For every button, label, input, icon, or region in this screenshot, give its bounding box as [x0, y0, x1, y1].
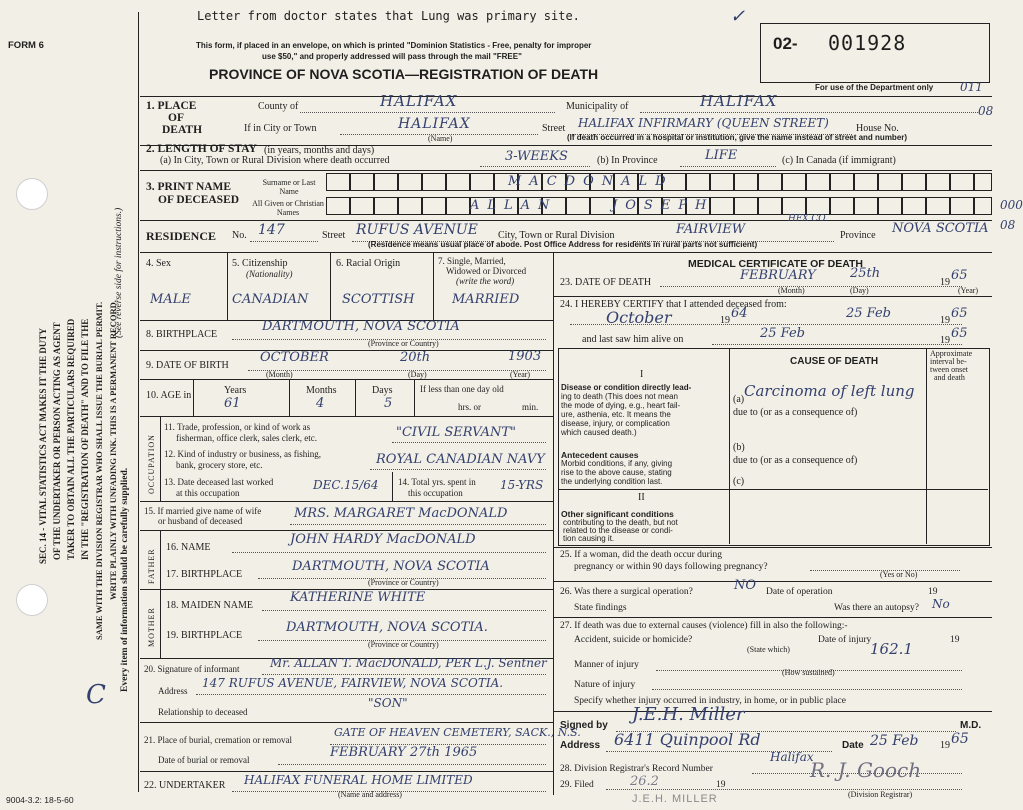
sidebar-note: (See reverse side for instructions.): [114, 207, 124, 338]
age-label: 10. AGE in: [146, 390, 192, 401]
hospital-note: (If death occurred in a hospital or institution, give the name instead of street and number): [567, 133, 908, 142]
county-value: HALIFAX: [380, 92, 458, 110]
informant-relation: "SON": [368, 696, 408, 710]
death-day-caption: (Day): [850, 286, 869, 295]
surname-label: Surname or Last Name: [262, 178, 316, 196]
citizenship-label: 5. Citizenship: [232, 258, 288, 269]
undertaker-caption: (Name and address): [338, 790, 402, 799]
age-hrs: hrs. or: [458, 402, 481, 412]
q26-value: NO: [734, 578, 757, 593]
death-year-prefix: 19: [940, 277, 950, 288]
last-saw-year: 65: [951, 326, 968, 341]
signed-year: 65: [951, 731, 969, 747]
age-days-label: Days: [372, 385, 393, 396]
city-label: If in City or Town: [244, 123, 317, 134]
origin-value: SCOTTISH: [342, 292, 415, 307]
q13-value: DEC.15/64: [313, 478, 379, 492]
physician-address: 6411 Quinpool Rd: [614, 730, 761, 749]
age-less-day: If less than one day old: [420, 384, 504, 394]
q14-line-1: 14. Total yrs. spent in: [398, 477, 476, 487]
father-name-label: 16. NAME: [166, 542, 211, 553]
envelope-notice-1: This form, if placed in an envelope, on which is printed "Dominion Statistics - Free, penalty for improper: [196, 41, 592, 50]
street-label: Street: [542, 123, 566, 134]
q14-value: 15-YRS: [500, 478, 544, 492]
q11-line-2: fisherman, office clerk, sales clerk, etc.: [176, 433, 318, 443]
mother-birthplace-caption: (Province or Country): [368, 640, 439, 649]
surname-value: MACDONALD: [508, 174, 674, 189]
stay-sub: (in years, months and days): [264, 145, 375, 156]
burial-date-label: Date of burial or removal: [158, 755, 250, 765]
signed-year-prefix: 19: [940, 740, 950, 751]
deceased-label-2: OF DECEASED: [158, 194, 240, 206]
burial-place: GATE OF HEAVEN CEMETERY, SACK., N.S.: [334, 726, 581, 739]
physician-address-label: Address: [560, 740, 601, 751]
undertaker-label: 22. UNDERTAKER: [144, 780, 226, 791]
residence-division-note: HFX CO.: [788, 214, 828, 224]
attend-from-year: 64: [731, 306, 748, 321]
antecedent-1: Antecedent causes: [561, 450, 639, 460]
residence-province: NOVA SCOTIA: [892, 221, 989, 236]
sidebar-line-5: SAME WITH THE DIVISION REGISTRAR WHO SHALL ISSUE THE BURIAL PERMIT.: [94, 301, 104, 640]
q12-line-1: 12. Kind of industry or business, as fishing,: [164, 449, 321, 459]
q11-value: "CIVIL SERVANT": [396, 425, 516, 440]
dob-month: OCTOBER: [260, 350, 329, 365]
how-caption: (How sustained): [782, 668, 835, 677]
occupation-side-label: OCCUPATION: [147, 434, 156, 494]
interval-1: Approximate: [930, 349, 973, 358]
accident-label: Accident, suicide or homicide?: [574, 635, 693, 645]
registrar-signature: R. J. Gooch: [810, 758, 922, 782]
birthplace-value: DARTMOUTH, NOVA SCOTIA: [262, 319, 460, 334]
municipality-value: HALIFAX: [700, 92, 778, 110]
sex-label: 4. Sex: [146, 258, 171, 269]
filed-date: 26.2: [630, 774, 659, 789]
injury-code: 162.1: [870, 640, 913, 658]
signed-by-label: Signed by: [560, 720, 608, 731]
informant-signature: Mr. ALLAN T. MacDONALD, PER L.J. Sentner: [270, 656, 547, 670]
residence-street-label: Street: [322, 230, 346, 241]
manner-label: Manner of injury: [574, 660, 639, 670]
other-2: contributing to the death, but not: [563, 518, 678, 527]
signed-date-label: Date: [842, 740, 864, 751]
registration-prefix: 02-: [773, 34, 798, 53]
dept-code-1: 011: [960, 80, 983, 94]
dept-code-3: 000: [1000, 198, 1023, 212]
injury-date-label: Date of injury: [818, 635, 872, 645]
q14-line-2: this occupation: [408, 488, 463, 498]
form-number: FORM 6: [8, 40, 44, 51]
stay-label: 2. LENGTH OF STAY: [146, 143, 257, 155]
sidebar-line-1: SEC. 14 - VITAL STATISTICS ACT MAKES IT THE DUTY: [38, 328, 48, 564]
given-name-2: JOSEPH: [612, 198, 715, 213]
mother-name-label: 18. MAIDEN NAME: [166, 600, 253, 611]
filed-year-prefix: 19: [716, 780, 726, 790]
cause-a: Carcinoma of left lung: [744, 382, 915, 400]
dob-label: 9. DATE OF BIRTH: [146, 360, 229, 371]
due-to-1: due to (or as a consequence of): [733, 407, 858, 418]
direct-5: disease, injury, or complication: [561, 419, 670, 428]
physician-signature: J.E.H. Miller: [632, 704, 745, 725]
antecedent-3: rise to the above cause, stating: [561, 468, 672, 477]
other-1: Other significant conditions: [561, 509, 674, 519]
medical-title: MEDICAL CERTIFICATE OF DEATH: [688, 258, 863, 270]
q28-label: 28. Division Registrar's Record Number: [560, 764, 713, 774]
registrar-caption: (Division Registrar): [848, 790, 913, 799]
citizenship-value: CANADIAN: [232, 292, 309, 307]
spouse-label-2: or husband of deceased: [158, 516, 243, 526]
stay-c-label: (c) In Canada (if immigrant): [782, 155, 896, 166]
last-saw: 25 Feb: [760, 326, 805, 341]
city-name-caption: (Name): [428, 134, 453, 143]
dob-day-caption: (Day): [408, 370, 427, 379]
informant-address: 147 RUFUS AVENUE, FAIRVIEW, NOVA SCOTIA.: [202, 676, 504, 690]
dob-year: 1903: [508, 349, 542, 364]
last-saw-prefix: 19: [940, 335, 950, 346]
q27-label: 27. If death was due to external causes (violence) fill in also the following:-: [560, 621, 848, 631]
yes-no-caption-1: (Yes or No): [880, 570, 918, 579]
age-years-label: Years: [224, 385, 247, 396]
residence-no-label: No.: [232, 230, 247, 241]
other-3: related to the disease or condi-: [563, 526, 673, 535]
direct-4: ure, asthenia, etc. It means the: [561, 410, 671, 419]
stay-b-label: (b) In Province: [597, 155, 658, 166]
direct-2: ing to death (This does not mean: [561, 392, 678, 401]
birthplace-label: 8. BIRTHPLACE: [146, 329, 218, 340]
residence-street: RUFUS AVENUE: [356, 222, 478, 238]
place-label-3: DEATH: [162, 124, 203, 136]
informant-address-label: Address: [158, 686, 188, 696]
house-label: House No.: [856, 123, 899, 134]
death-year-caption: (Year): [958, 286, 979, 295]
age-months: 4: [316, 396, 325, 411]
city-value: HALIFAX: [398, 116, 471, 132]
death-year: 65: [951, 268, 968, 283]
age-days: 5: [384, 396, 393, 411]
typed-note: Letter from doctor states that Lung was primary site.: [197, 9, 580, 23]
stay-b-value: LIFE: [705, 148, 738, 163]
q29-label: 29. Filed: [560, 780, 594, 790]
residence-division-label: City, Town or Rural Division: [498, 230, 615, 241]
q13-line-2: at this occupation: [176, 488, 240, 498]
given-label: All Given or Christian Names: [252, 199, 324, 217]
death-day: 25th: [850, 266, 881, 281]
interval-4: and death: [934, 373, 965, 382]
residence-division: FAIRVIEW: [676, 222, 746, 237]
direct-3: the mode of dying, e.g., heart fail-: [561, 401, 681, 410]
footer-form-code: 9004-3.2: 18-5-60: [6, 795, 74, 805]
mother-birthplace: DARTMOUTH, NOVA SCOTIA.: [286, 620, 488, 635]
specify-label: Specify whether injury occurred in industry, in home, or in public place: [574, 696, 846, 706]
origin-label: 6. Racial Origin: [336, 258, 401, 269]
punch-hole-top: [16, 178, 48, 210]
sidebar-line-2: OF THE UNDERTAKER OR PERSON ACTING AS AGENT: [52, 322, 62, 560]
state-which: (State which): [747, 645, 790, 654]
dept-code-2: 08: [978, 104, 994, 118]
state-findings: State findings: [574, 603, 627, 613]
sidebar-line-3: TAKER TO OBTAIN ALL THE PARTICULARS REQUIRED: [66, 318, 76, 560]
q26-label: 26. Was there a surgical operation?: [560, 587, 693, 597]
certify-label: 24. I HEREBY CERTIFY that I attended deceased from:: [560, 299, 787, 310]
marital-label-3: (write the word): [456, 276, 515, 286]
signed-date: 25 Feb: [870, 733, 919, 749]
autopsy-value: No: [932, 597, 950, 611]
q25-line-2: pregnancy or within 90 days following pregnancy?: [574, 562, 768, 572]
age-months-label: Months: [306, 385, 337, 396]
death-month-caption: (Month): [778, 286, 805, 295]
deceased-label-1: 3. PRINT NAME: [146, 181, 232, 193]
county-label: County of: [258, 101, 299, 112]
age-years: 61: [224, 396, 241, 411]
burial-place-label: 21. Place of burial, cremation or removal: [144, 735, 292, 745]
dob-year-caption: (Year): [510, 370, 531, 379]
q11-line-1: 11. Trade, profession, or kind of work as: [164, 422, 311, 432]
dept-code-4: 08: [1000, 218, 1016, 232]
attend-from-prefix: 19: [720, 315, 730, 326]
sidebar-line-6: WRITE PLAINLY WITH UNFADING INK. THIS IS A PERMANENT RECORD.: [108, 300, 118, 600]
roman-one: I: [640, 369, 644, 380]
nature-label: Nature of injury: [574, 680, 636, 690]
attend-from: October: [606, 308, 672, 327]
residence-note: (Residence means usual place of abode. Post Office Address for residents in rural parts not sufficient): [368, 240, 758, 249]
other-4: tion causing it.: [563, 534, 615, 543]
informant-sig-label: 20. Signature of informant: [144, 664, 240, 674]
sidebar-border: [138, 12, 139, 792]
spouse-label-1: 15. If married give name of wife: [144, 506, 262, 516]
record-number: Halifax: [770, 750, 814, 764]
antecedent-2: Morbid conditions, if any, giving: [561, 459, 673, 468]
operation-year: 19: [928, 587, 938, 597]
street-value: HALIFAX INFIRMARY (QUEEN STREET): [578, 116, 829, 130]
death-month: FEBRUARY: [740, 268, 816, 283]
antecedent-4: the underlying condition last.: [561, 477, 663, 486]
father-name: JOHN HARDY MacDONALD: [290, 532, 476, 547]
date-of-death-label: 23. DATE OF DEATH: [560, 277, 652, 288]
md-label: M.D.: [960, 720, 982, 731]
undertaker-value: HALIFAX FUNERAL HOME LIMITED: [244, 773, 473, 787]
marital-label-2: Widowed or Divorced: [446, 266, 527, 276]
injury-year: 19: [950, 635, 960, 645]
q12-line-2: bank, grocery store, etc.: [176, 460, 263, 470]
last-saw-label: and last saw him alive on: [582, 334, 684, 345]
registration-number: 001928: [828, 31, 907, 55]
punch-hole-bottom: [16, 584, 48, 616]
given-name-1: ALLAN: [470, 198, 558, 213]
q25-line-1: 25. If a woman, did the death occur during: [560, 550, 722, 560]
operation-date-label: Date of operation: [766, 587, 833, 597]
cause-title: CAUSE OF DEATH: [790, 356, 879, 367]
stay-a-value: 3-WEEKS: [505, 149, 568, 164]
age-min: min.: [522, 402, 539, 412]
mother-side-label: MOTHER: [147, 607, 156, 647]
attend-to-prefix: 19: [940, 315, 950, 326]
dob-day: 20th: [400, 350, 431, 365]
autopsy-label: Was there an autopsy?: [834, 603, 919, 613]
department-use-note: For use of the Department only: [815, 83, 934, 92]
dob-month-caption: (Month): [266, 370, 293, 379]
form-title: PROVINCE OF NOVA SCOTIA—REGISTRATION OF DEATH: [209, 66, 599, 82]
informant-relation-label: Relationship to deceased: [158, 707, 248, 717]
miller-stamp: J.E.H. MILLER: [632, 793, 718, 805]
residence-province-label: Province: [840, 230, 876, 241]
burial-date: FEBRUARY 27th 1965: [330, 745, 478, 760]
q12-value: ROYAL CANADIAN NAVY: [376, 452, 545, 467]
direct-1: Disease or condition directly lead-: [561, 383, 692, 392]
marital-value: MARRIED: [452, 292, 520, 307]
attend-to: 25 Feb: [846, 306, 891, 321]
sidebar-line-4: IN THE "REGISTRATION OF DEATH" AND TO FILE THE: [80, 318, 90, 560]
due-to-2: due to (or as a consequence of): [733, 455, 858, 466]
roman-two: II: [638, 492, 645, 503]
interval-3: tween onset: [930, 365, 968, 374]
mother-birthplace-label: 19. BIRTHPLACE: [166, 630, 243, 641]
stay-a-label: (a) In City, Town or Rural Division where death occurred: [160, 155, 390, 166]
municipality-label: Municipality of: [566, 101, 629, 112]
interval-2: interval be-: [930, 357, 967, 366]
residence-no: 147: [258, 222, 285, 238]
birthplace-caption: (Province or Country): [368, 339, 439, 348]
check-mark: ✓: [730, 6, 746, 26]
attend-to-year: 65: [951, 306, 968, 321]
sex-value: MALE: [150, 292, 191, 307]
q13-line-1: 13. Date deceased last worked: [164, 477, 274, 487]
sidebar-supply-note: Every item of information should be carefully supplied.: [120, 467, 130, 692]
mother-name: KATHERINE WHITE: [290, 590, 426, 605]
residence-label: RESIDENCE: [146, 229, 217, 243]
envelope-notice-2: use $50," and properly addressed will pass through the mail "FREE": [262, 52, 522, 61]
father-birthplace-caption: (Province or Country): [368, 578, 439, 587]
father-birthplace-label: 17. BIRTHPLACE: [166, 569, 243, 580]
place-label-2: OF: [168, 112, 184, 124]
cause-a-label: (a): [733, 394, 745, 405]
place-label-1: 1. PLACE: [146, 100, 197, 112]
marital-label-1: 7. Single, Married,: [438, 256, 506, 266]
father-side-label: FATHER: [147, 548, 156, 584]
margin-mark: C: [86, 680, 106, 710]
cause-b-label: (b): [733, 442, 745, 453]
father-birthplace: DARTMOUTH, NOVA SCOTIA: [292, 559, 490, 574]
citizenship-sub: (Nationality): [246, 269, 293, 279]
cause-c-label: (c): [733, 476, 745, 487]
spouse-value: MRS. MARGARET MacDONALD: [294, 506, 508, 521]
direct-6: which caused death.): [561, 428, 637, 437]
